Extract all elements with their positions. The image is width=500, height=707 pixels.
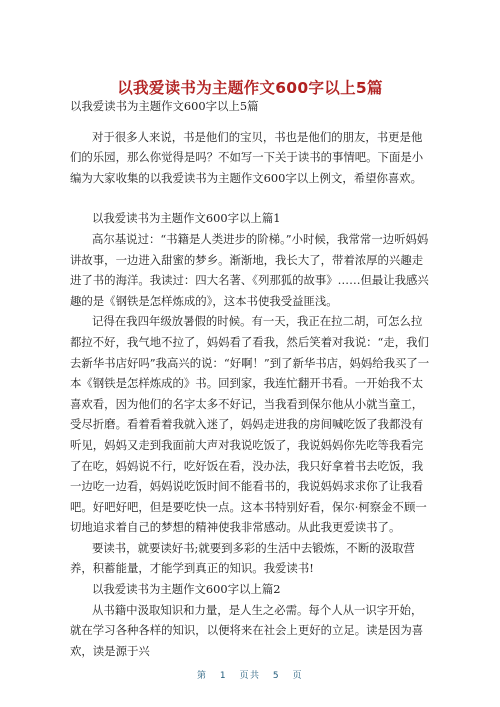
- footer-suffix: 页: [292, 671, 303, 681]
- document-title: 以我爱读书为主题作文600字以上5篇: [117, 79, 383, 97]
- footer-prefix: 第: [196, 671, 208, 681]
- footer-page-number: 1: [219, 671, 228, 681]
- document-body: [70, 96, 432, 661]
- section-heading: 以我爱读书为主题作文600字以上篇1: [92, 211, 281, 226]
- paragraph: 以我爱读书为主题作文600字以上5篇: [70, 99, 259, 113]
- page-footer: [0, 668, 500, 681]
- section-heading: 以我爱读书为主题作文600字以上篇2: [92, 582, 281, 597]
- paragraph: 对于很多人来说，书是他们的宝贝，书也是他们的朋友，书更是他们的乐园，那么你觉得是吗？不如写一下关于读书的事情吧。下面是小编为大家收集的以我爱读书为主题作文600字以上例文，希望你喜欢。: [70, 129, 424, 185]
- paragraph: 记得在我四年级放暑假的时候。有一天，我正在拉二胡，可怎么拉都拉不好，我气地不拉了，妈妈看了看我，然后笑着对我说：“走，我们去新华书店好吗”我高兴的说：“好啊！”到了新华书店，妈妈给我买了一本《钢铁是怎样炼成的》书。回到家，我连忙翻开书看。一开始我不太喜欢看，因为他们的名字太多不好记，当我看到保尔他从小就当童工，受尽折磨。看着看着我就入迷了，妈妈走进我的房间喊吃饭了我都没有听见，妈妈又走到我面前大声对我说吃饭了，我说妈妈你先吃等我看完了在吃，妈妈说不行，吃好饭在看，没办法，我只好拿着书去吃饭，我一边吃一边看，妈妈说吃饭时间不能看书的，我说妈妈求求你了让我看吧。好吧好吧，但是要吃快一点。这本书特别好看，保尔·柯察金不顾一切地追求着自己的梦想的精神使我非常感动。从此我更爱读书了。: [70, 314, 430, 535]
- footer-total-pages: 5: [272, 671, 281, 681]
- paragraph: 高尔基说过：“书籍是人类进步的阶梯。”小时候，我常常一边听妈妈讲故事，一边进入甜蜜的梦乡。渐渐地，我长大了，带着浓厚的兴趣走进了书的海洋。我读过：四大名著、《列那狐的故事》……但最让我感兴趣的是《钢铁是怎样炼成的》，这本书使我受益匪浅。: [70, 231, 429, 308]
- footer-middle: 页共: [239, 671, 261, 681]
- paragraph: 从书籍中汲取知识和力量，是人生之必需。每个人从一识字开始，就在学习各种各样的知识，以便将来在社会上更好的立足。读是因为喜欢，读是源于兴: [70, 602, 424, 658]
- paragraph: 要读书，就要读好书;就要到多彩的生活中去锻炼，不断的汲取营养，积蓄能量，才能学到真正的知识。我爱读书!: [70, 540, 415, 576]
